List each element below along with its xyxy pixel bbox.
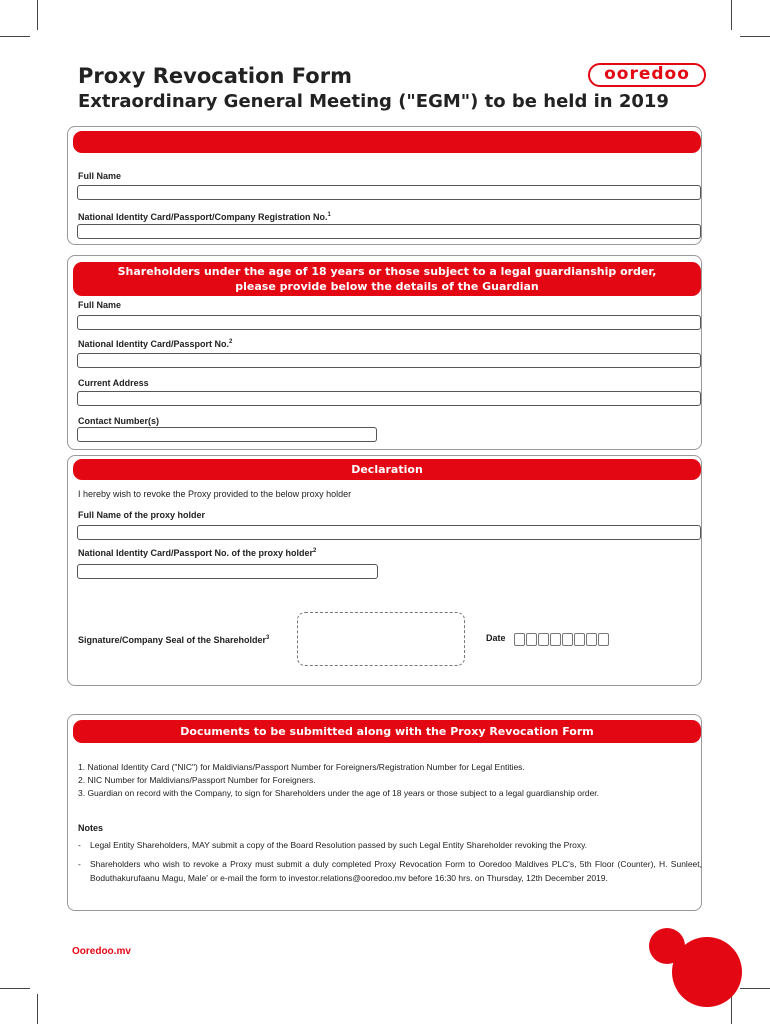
list-item: 2. NIC Number for Maldivians/Passport Number for Foreigners. (78, 775, 316, 785)
crop-mark (731, 0, 732, 30)
id-label: National Identity Card/Passport/Company Registration No.$^1$ (78, 212, 331, 222)
guardian-full-name-field[interactable] (77, 315, 701, 330)
guardian-full-name-label: Full Name (78, 300, 122, 310)
guardian-bar-line2: please provide below the details of the Guardian (235, 280, 539, 293)
notes-title: Notes (78, 823, 104, 833)
guardian-id-field[interactable] (77, 353, 701, 368)
crop-mark (0, 988, 30, 989)
proxy-name-label: Full Name of the proxy holder (78, 510, 206, 520)
list-item: 3. Guardian on record with the Company, to sign for Shareholders under the age of 18 years or those subject to a legal guardianship order. (78, 788, 600, 798)
list-item: 1. National Identity Card ("NIC") for Maldivians/Passport Number for Foreigners/Registration Number for Legal Entities. (78, 762, 525, 772)
proxy-id-field[interactable] (77, 564, 378, 579)
signature-box[interactable] (297, 612, 465, 666)
note-item: - Shareholders who wish to revoke a Proxy must submit a duly completed Proxy Revocation Form to Ooredoo Maldives PLC's, 5th Floor (Counter), H. Sunleet, Boduthakurufaanu Magu, Male' or e-mail the form to investor.relations@ooredoo.mv before 16:30 hrs. on Thursday, 12th December 2019. (78, 859, 702, 883)
guardian-section-bar (73, 262, 701, 296)
shareholder-section-bar (73, 131, 701, 153)
proxy-id-label: National Identity Card/Passport No. of the proxy holder$^2$ (78, 548, 317, 558)
date-digit-box[interactable] (574, 633, 585, 646)
full-name-field[interactable] (77, 185, 701, 200)
crop-mark (37, 0, 38, 30)
declaration-statement: I hereby wish to revoke the Proxy provided to the below proxy holder (78, 489, 352, 499)
date-label: Date (486, 633, 506, 643)
footer-website: Ooredoo.mv (72, 946, 131, 957)
date-digit-box[interactable] (562, 633, 573, 646)
crop-mark (0, 36, 30, 37)
guardian-contact-label: Contact Number(s) (78, 416, 160, 426)
date-digit-box[interactable] (538, 633, 549, 646)
ooredoo-logo: ooredoo (588, 63, 706, 87)
brand-decoration (672, 937, 742, 1007)
guardian-address-field[interactable] (77, 391, 701, 406)
crop-mark (740, 36, 770, 37)
declaration-bar: Declaration (73, 459, 701, 480)
date-digit-box[interactable] (514, 633, 525, 646)
documents-bar: Documents to be submitted along with the Proxy Revocation Form (73, 720, 701, 743)
guardian-address-label: Current Address (78, 378, 149, 388)
signature-label: Signature/Company Seal of the Shareholder$^3$ (78, 635, 270, 645)
guardian-contact-field[interactable] (77, 427, 377, 442)
crop-mark (37, 994, 38, 1024)
page-subtitle: Extraordinary General Meeting ("EGM") to be held in 2019 (78, 91, 669, 112)
full-name-label: Full Name (78, 171, 122, 181)
crop-mark (731, 994, 732, 1024)
id-field[interactable] (77, 224, 701, 239)
date-digit-box[interactable] (526, 633, 537, 646)
note-item: - Legal Entity Shareholders, MAY submit a copy of the Board Resolution passed by such Legal Entity Shareholder revoking the Proxy. (78, 840, 588, 850)
date-digit-box[interactable] (598, 633, 609, 646)
documents-list (78, 761, 599, 800)
page-title: Proxy Revocation Form (78, 64, 352, 88)
guardian-bar-line1: Shareholders under the age of 18 years or those subject to a legal guardianship order, (117, 265, 657, 278)
date-digit-box[interactable] (586, 633, 597, 646)
proxy-name-field[interactable] (77, 525, 701, 540)
crop-mark (740, 988, 770, 989)
date-digit-box[interactable] (550, 633, 561, 646)
guardian-id-label: National Identity Card/Passport No.$^2$ (78, 339, 233, 349)
